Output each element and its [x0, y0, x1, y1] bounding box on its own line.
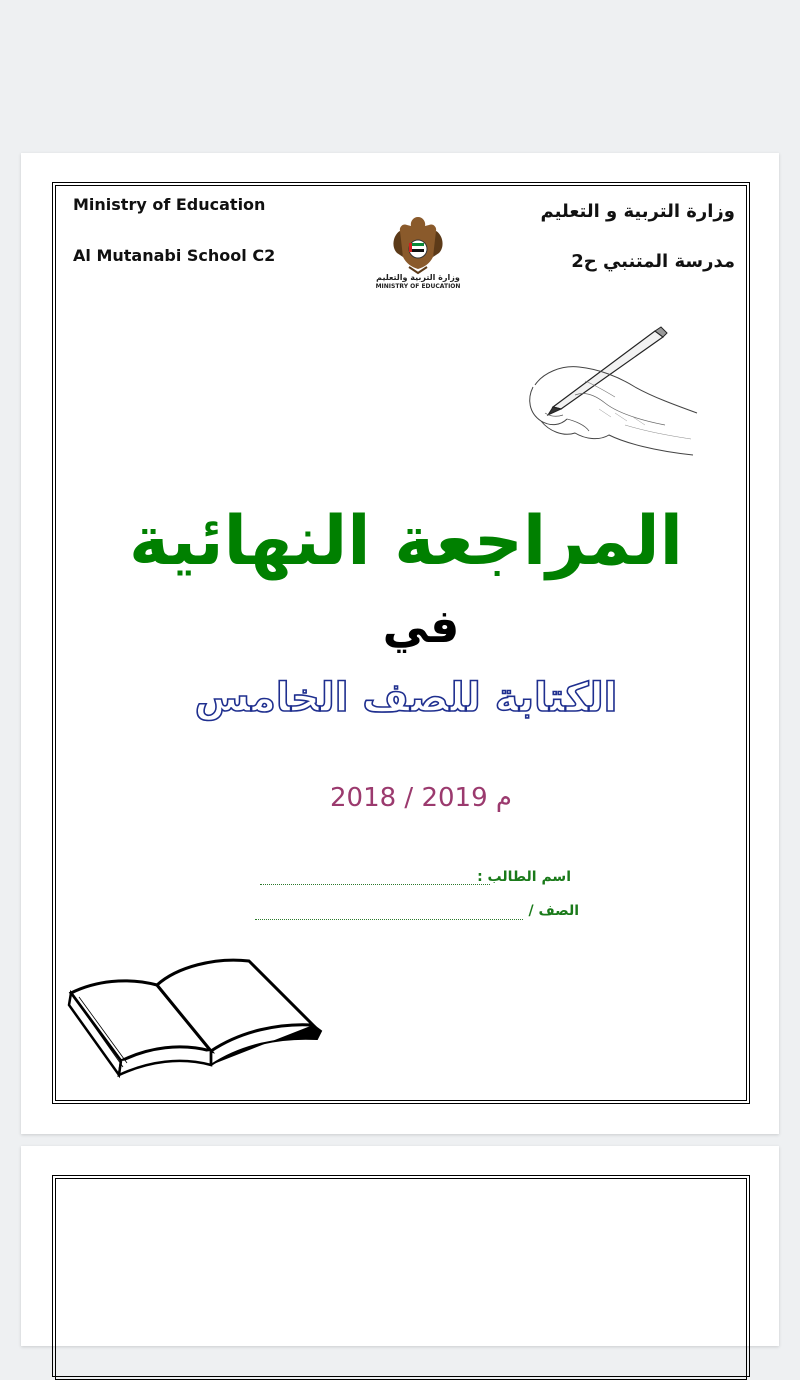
ministry-name-en: Ministry of Education [73, 195, 266, 214]
document-page-1 [21, 153, 779, 1134]
logo-caption-ar: وزارة التربية والتعليم [376, 273, 460, 282]
main-title: المراجعة النهائية [129, 502, 683, 581]
ministry-name-ar: وزارة التربية و التعليم [540, 201, 735, 222]
eagle-emblem-icon [373, 213, 463, 275]
document-page-2 [21, 1146, 779, 1346]
student-name-label: اسم الطالب : [477, 869, 571, 885]
logo-caption-en: MINISTRY OF EDUCATION [375, 283, 461, 290]
subject-title: الكتابة للصف الخامس [194, 675, 618, 721]
student-name-line [260, 884, 490, 885]
class-line [255, 919, 523, 920]
school-name-en: Al Mutanabi School C2 [73, 246, 276, 265]
academic-year: 2018 / 2019 م [330, 783, 512, 813]
title-preposition: في [382, 599, 460, 653]
open-book-icon [65, 943, 325, 1093]
school-name-ar: مدرسة المتنبي ح2 [571, 251, 735, 272]
page2-border-inner [55, 1178, 747, 1380]
book-drawing [65, 943, 325, 1093]
ministry-logo [373, 213, 463, 293]
hand-pencil-icon [515, 325, 705, 475]
hand-drawing [515, 325, 705, 475]
class-label: الصف / [528, 903, 579, 919]
